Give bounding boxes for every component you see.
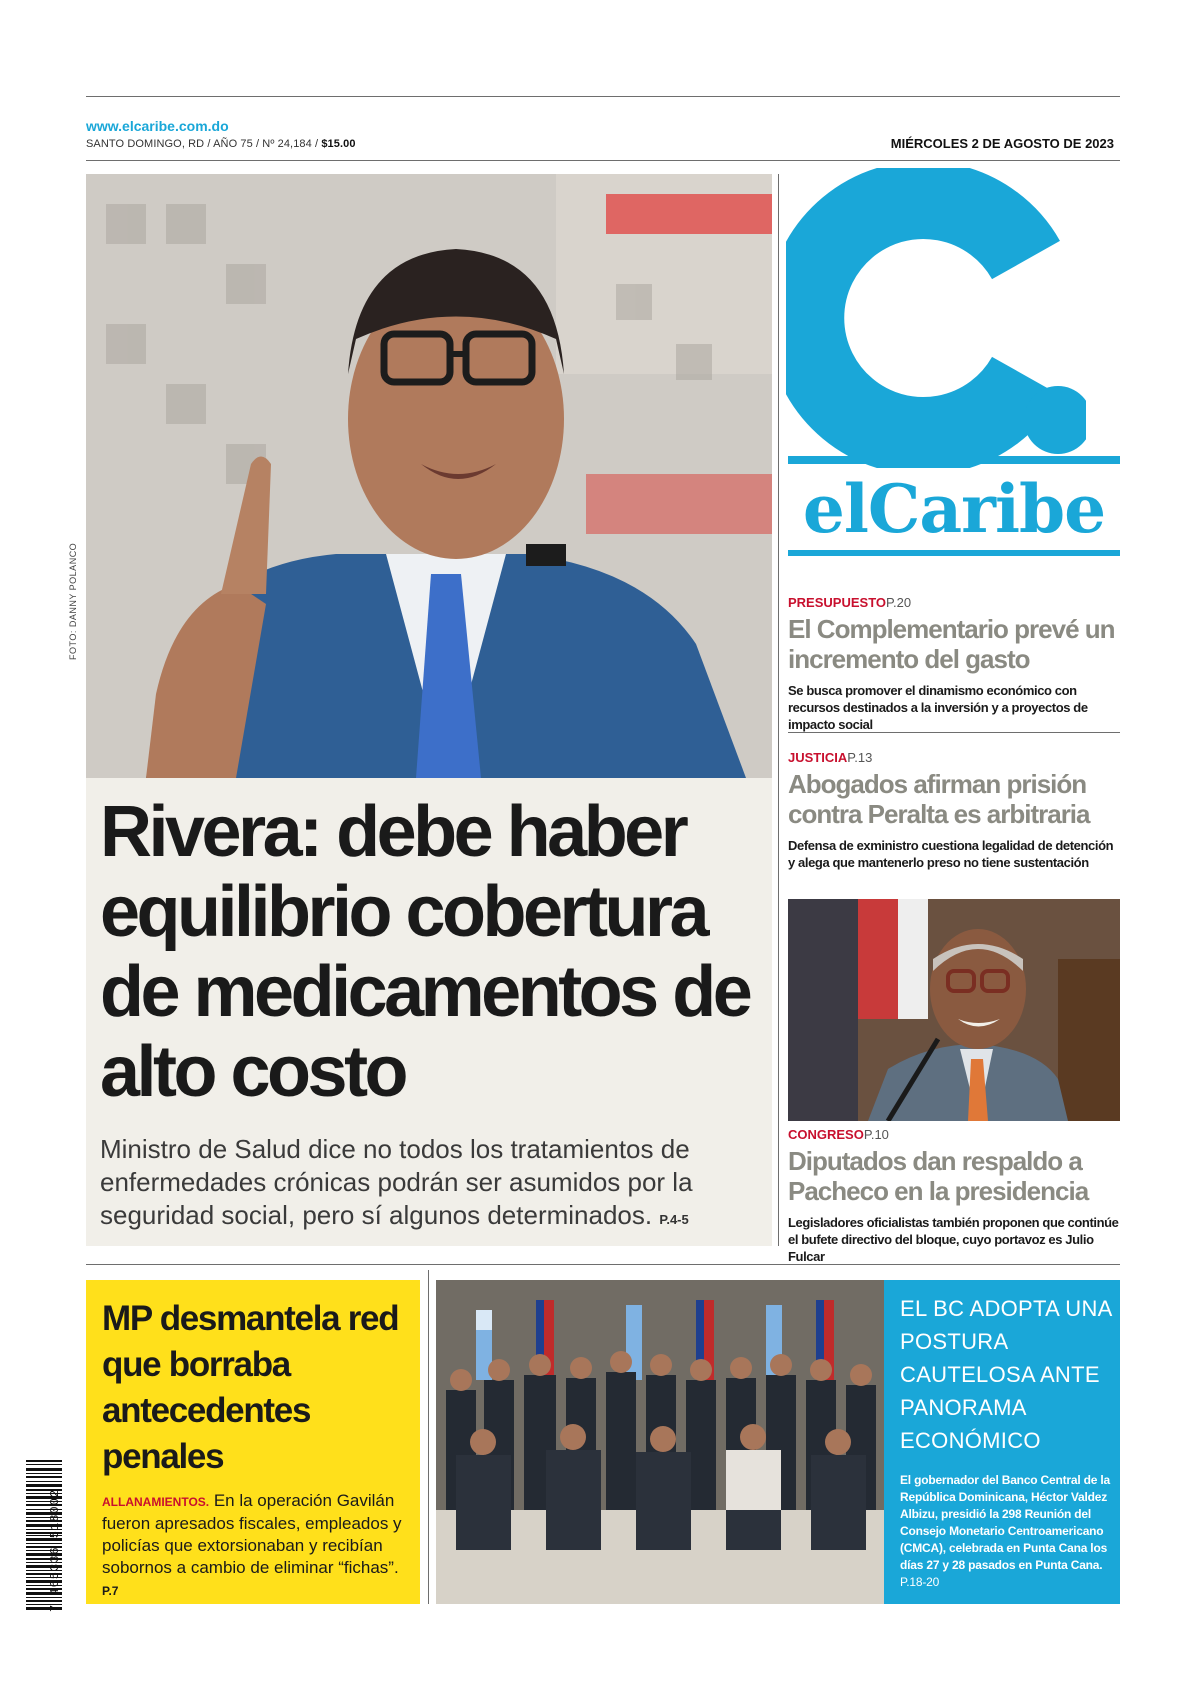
side-story-2-page[interactable]: P.13: [847, 750, 873, 765]
bottom-column-rule: [428, 1270, 429, 1604]
central-bank-group-photo: [436, 1280, 884, 1604]
side-story-1-page[interactable]: P.20: [886, 595, 912, 610]
lead-headline[interactable]: Rivera: debe haber equilibrio cobertura de medicamentos de alto costo: [100, 792, 750, 1112]
yellow-story-text: En la operación Gavilán fueron apresados fiscales, empleados y policías que extorsionaban y recibían sobornos a cambio de eliminar “fichas”.: [102, 1491, 402, 1577]
side-story-1-kicker: [788, 595, 911, 610]
blue-story-page[interactable]: P.18-20: [900, 1575, 940, 1589]
lead-photo: [86, 174, 772, 778]
yellow-story-kicker: ALLANAMIENTOS.: [102, 1495, 210, 1509]
elcaribe-wordmark[interactable]: elCaribe: [802, 470, 1106, 548]
elcaribe-c-logo-icon[interactable]: [786, 168, 1086, 468]
side-story-1-headline[interactable]: El Complementario prevé un incremento del gasto: [788, 614, 1115, 674]
group-photo: [436, 1280, 884, 1604]
side-story-2-deck: Defensa de exministro cuestiona legalidad de detención y alega que mantenerlo preso no tiene sustentación: [788, 838, 1114, 870]
minister-portrait: [86, 174, 772, 778]
blue-story-headline[interactable]: EL BC ADOPTA UNA POSTURA CAUTELOSA ANTE PANORAMA ECONÓMICO: [900, 1296, 1112, 1453]
site-url[interactable]: www.elcaribe.com.do: [86, 118, 229, 134]
side-story-1-section: PRESUPUESTO: [788, 595, 887, 610]
side-story-2-section: JUSTICIA: [788, 750, 848, 765]
lead-page-ref[interactable]: P.4-5: [659, 1212, 689, 1227]
yellow-story-headline[interactable]: MP desmantela red que borraba antecedentes penales: [102, 1299, 399, 1476]
side-story-3-page[interactable]: P.10: [863, 1127, 889, 1142]
lead-deck-text: Ministro de Salud dice no todos los tratamientos de enfermedades crónicas podrán ser asumidos por la seguridad social, pero sí algunos determinados.: [100, 1134, 693, 1230]
side-story-3-deck: Legisladores oficialistas también proponen que continúe el bufete directivo del bloque, cuyo portavoz es Julio Fulcar: [788, 1215, 1119, 1264]
yellow-story-body: [102, 1490, 412, 1602]
deputy-portrait: [788, 899, 1120, 1121]
congress-photo: [788, 899, 1120, 1121]
side-story-3-headline[interactable]: Diputados dan respaldo a Pacheco en la presidencia: [788, 1146, 1089, 1206]
side-story-2-headline[interactable]: Abogados afirman prisión contra Peralta es arbitraria: [788, 769, 1090, 829]
issue-date: MIÉRCOLES 2 DE AGOSTO DE 2023: [890, 136, 1114, 151]
top-rule: [86, 96, 1120, 97]
photo-credit: FOTO: DANNY POLANCO: [68, 542, 78, 660]
side-divider-1: [788, 732, 1120, 733]
lead-deck: [100, 1133, 760, 1236]
side-story-2-kicker: [788, 750, 872, 765]
edition-info: [86, 138, 356, 150]
barcode-number: 7 465336 518002: [48, 1488, 62, 1612]
side-story-1-deck: Se busca promover el dinamismo económico con recursos destinados a la inversión y a proyectos de impacto social: [788, 683, 1088, 732]
side-story-3-kicker: [788, 1127, 889, 1142]
yellow-story-page[interactable]: P.7: [102, 1584, 119, 1598]
blue-story-text: El gobernador del Banco Central de la República Dominicana, Héctor Valdez Albizu, presidió la 298 Reunión del Consejo Monetario Centroamericano (CMCA), celebrada en Punta Cana los días 27 y 28 pasados en Punta Cana.: [900, 1473, 1110, 1572]
masthead-rule: [86, 160, 1120, 161]
side-story-3-section: CONGRESO: [788, 1127, 864, 1142]
price: $15.00: [321, 138, 356, 150]
edition-details: SANTO DOMINGO, RD / AÑO 75 / Nº 24,184 /: [86, 138, 322, 150]
blue-story-body: [900, 1472, 1114, 1591]
bottom-section-rule: [86, 1264, 1120, 1265]
